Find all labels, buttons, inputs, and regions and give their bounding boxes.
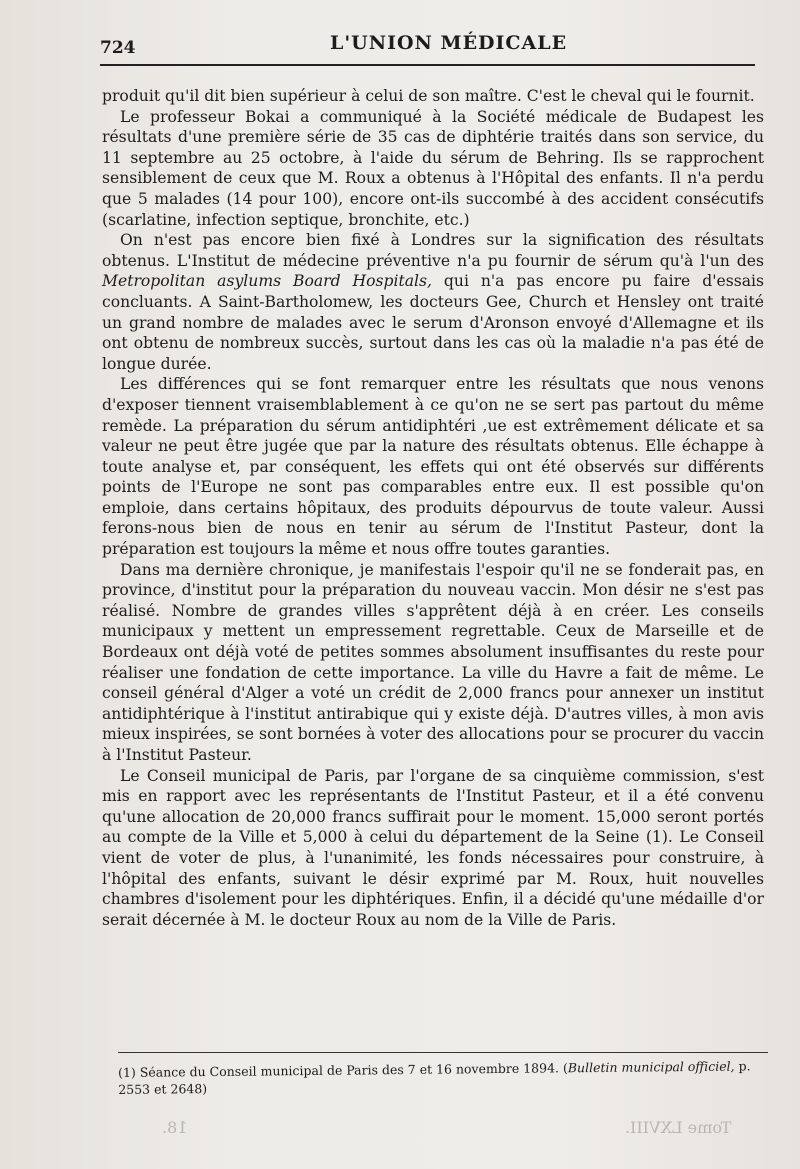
footnote-text-a: (1) Séance du Conseil municipal de Paris des 7 et 16 novembre 1894. ( (118, 1060, 568, 1080)
paragraph-3 (102, 230, 764, 374)
running-title: L'UNION MÉDICALE (330, 32, 568, 54)
footnote (118, 1057, 768, 1098)
hospital-name-italic: Metropolitan asylums Board Hospitals, (102, 272, 432, 291)
paragraph-3-text-b: qui n'a pas encore pu faire d'essais concluants. A Saint-Bartholomew, les docteurs Gee, Church et Hensley ont traité un grand nombre de malades avec le serum d'Aronson envoyé d'Allemagne et ils ont obtenu de nombreux succès, surtout dans les cas où la maladie n'a pas été de longue durée. (102, 272, 764, 373)
page-number: 724 (100, 38, 136, 58)
footnote-text-b: p. 2553 et 2648) (118, 1058, 751, 1097)
bleed-through-mark-right: Tome LXVIII. (625, 1118, 732, 1137)
page-header (100, 28, 760, 64)
paragraph-5: Dans ma dernière chronique, je manifestais l'espoir qu'il ne se fonderait pas, en province, d'institut pour la préparation du nouveau vaccin. Mon désir ne s'est pas réalisé. Nombre de grandes villes s'apprêtent déjà à en créer. Les conseils municipaux y mettent un empressement regrettable. Ceux de Marseille et de Bordeaux ont déjà voté de petites sommes absolument insuffisantes du reste pour réaliser une fondation de cette importance. La ville du Havre a fait de même. Le conseil général d'Alger a voté un crédit de 2,000 francs pour annexer un institut antidiphtérique à l'institut antirabique qui y existe déjà. D'autres villes, à mon avis mieux inspirées, se sont bornées à voter des allocations pour se procurer du vaccin à l'Institut Pasteur. (102, 560, 764, 764)
paragraph-4: Les différences qui se font remarquer entre les résultats que nous venons d'exposer tiennent vraisemblablement à ce qu'on ne se sert pas partout du même remède. La préparation du sérum antidiphtéri ,ue est extrêmement délicate et sa valeur ne peut être jugée que par la nature des résultats obtenus. Elle échappe à toute analyse et, par conséquent, les effets qui ont été observés sur différents points de l'Europe ne sont pas comparables entre eux. Il est possible qu'on emploie, dans certains hôpitaux, des produits dépourvus de toute valeur. Aussi ferons-nous bien de nous en tenir au sérum de l'Institut Pasteur, dont la préparation est toujours la même et nous offre toutes garanties. (102, 375, 764, 559)
paragraph-3-text-a: On n'est pas encore bien fixé à Londres sur la signification des résultats obtenus. L'Institut de médecine préventive n'a pu fournir de sérum qu'à l'un des (102, 231, 764, 270)
footnote-italic: Bulletin municipal officiel, (567, 1058, 735, 1076)
bleed-through-mark-left: 18. (162, 1118, 188, 1137)
header-rule (100, 64, 755, 66)
footnote-rule (118, 1052, 768, 1053)
paragraph-1: produit qu'il dit bien supérieur à celui de son maître. C'est le cheval qui le fournit. (102, 87, 755, 105)
paragraph-2: Le professeur Bokai a communiqué à la Société médicale de Budapest les résultats d'une première série de 35 cas de diphtérie traités dans son service, du 11 septembre au 25 octobre, à l'aide du sérum de Behring. Ils se rapprochent sensiblement de ceux que M. Roux a obtenus à l'Hôpital des enfants. Il n'a perdu que 5 malades (14 pour 100), encore ont-ils succombé à des accident consécutifs (scarlatine, infection septique, bronchite, etc.) (102, 107, 764, 229)
paragraph-6: Le Conseil municipal de Paris, par l'organe de sa cinquième commission, s'est mis en rapport avec les représentants de l'Institut Pasteur, et il a été convenu qu'une allocation de 20,000 francs suffirait pour le moment. 15,000 seront portés au compte de la Ville et 5,000 à celui du département de la Seine (1). Le Conseil vient de voter de plus, à l'unanimité, les fonds nécessaires pour construire, à l'hôpital des enfants, suivant le désir exprimé par M. Roux, huit nouvelles chambres d'isolement pour les diphtériques. Enfin, il a décidé qu'une médaille d'or serait décernée à M. le docteur Roux au nom de la Ville de Paris. (102, 766, 764, 929)
article-body (102, 86, 764, 930)
